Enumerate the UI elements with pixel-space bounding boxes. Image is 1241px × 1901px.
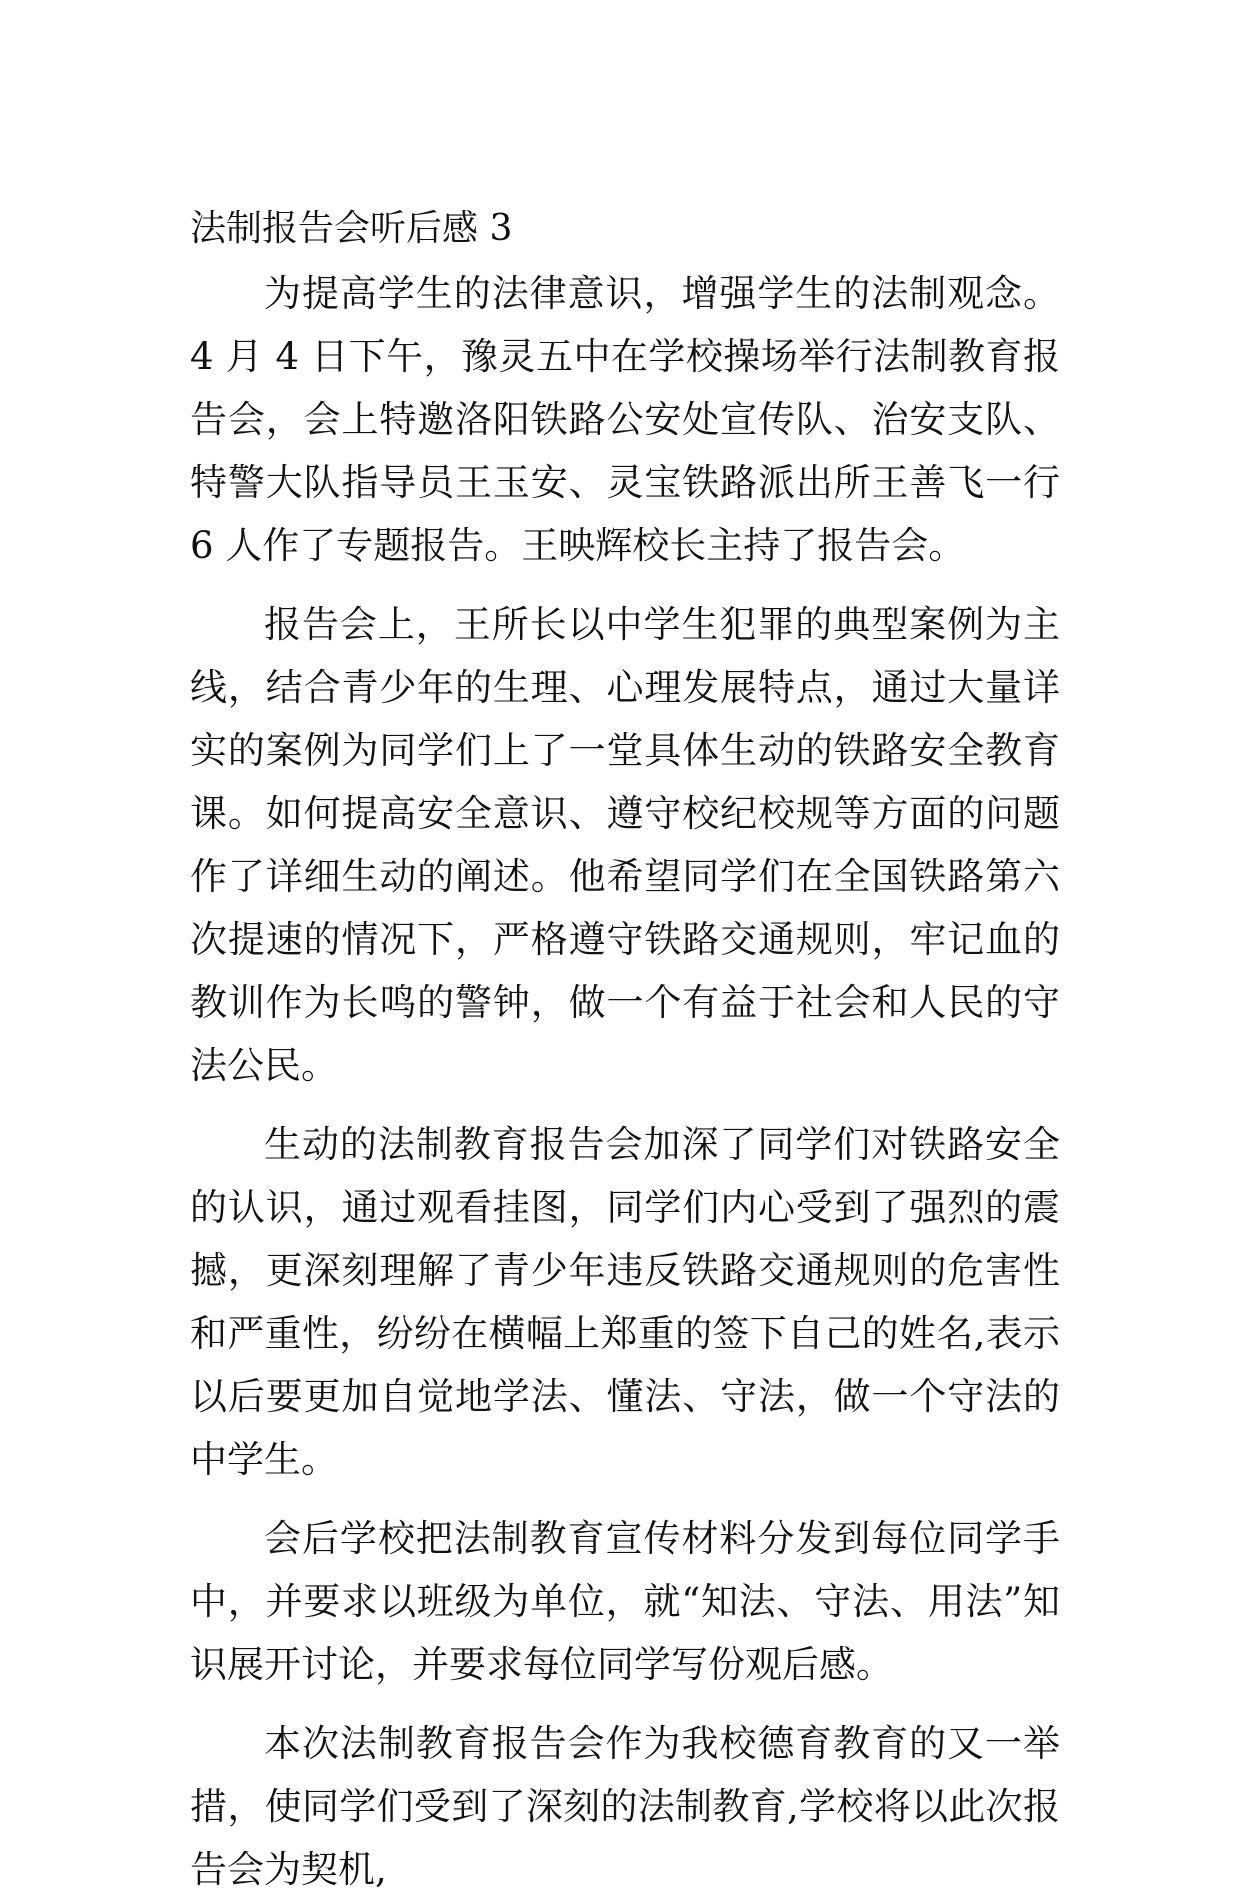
paragraph-4: 会后学校把法制教育宣传材料分发到每位同学手中，并要求以班级为单位，就“知法、守法、用法”知识展开讨论，并要求每位同学写份观后感。 xyxy=(190,1517,1060,1686)
document-title: 法制报告会听后感 3 xyxy=(190,208,513,249)
paragraph-3: 生动的法制教育报告会加深了同学们对铁路安全的认识，通过观看挂图，同学们内心受到了强烈的震撼，更深刻理解了青少年违反铁路交通规则的危害性和严重性，纷纷在横幅上郑重的签下自己的姓名,表示以后要更加自觉地学法、懂法、守法，做一个守法的中学生。 xyxy=(190,1123,1060,1481)
paragraph-5: 本次法制教育报告会作为我校德育教育的又一举措，使同学们受到了深刻的法制教育,学校将以此次报告会为契机, xyxy=(190,1722,1060,1891)
document-body xyxy=(190,196,1060,1901)
paragraph-1: 为提高学生的法律意识，增强学生的法制观念。4 月 4 日下午，豫灵五中在学校操场举行法制教育报告会，会上特邀洛阳铁路公安处宣传队、治安支队、特警大队指导员王玉安、灵宝铁路派出所王善飞一行 6 人作了专题报告。王映辉校长主持了报告会。 xyxy=(190,272,1060,567)
paragraph-2: 报告会上，王所长以中学生犯罪的典型案例为主线，结合青少年的生理、心理发展特点，通过大量详实的案例为同学们上了一堂具体生动的铁路安全教育课。如何提高安全意识、遵守校纪校规等方面的问题作了详细生动的阐述。他希望同学们在全国铁路第六次提速的情况下，严格遵守铁路交通规则，牢记血的教训作为长鸣的警钟，做一个有益于社会和人民的守法公民。 xyxy=(190,603,1060,1087)
